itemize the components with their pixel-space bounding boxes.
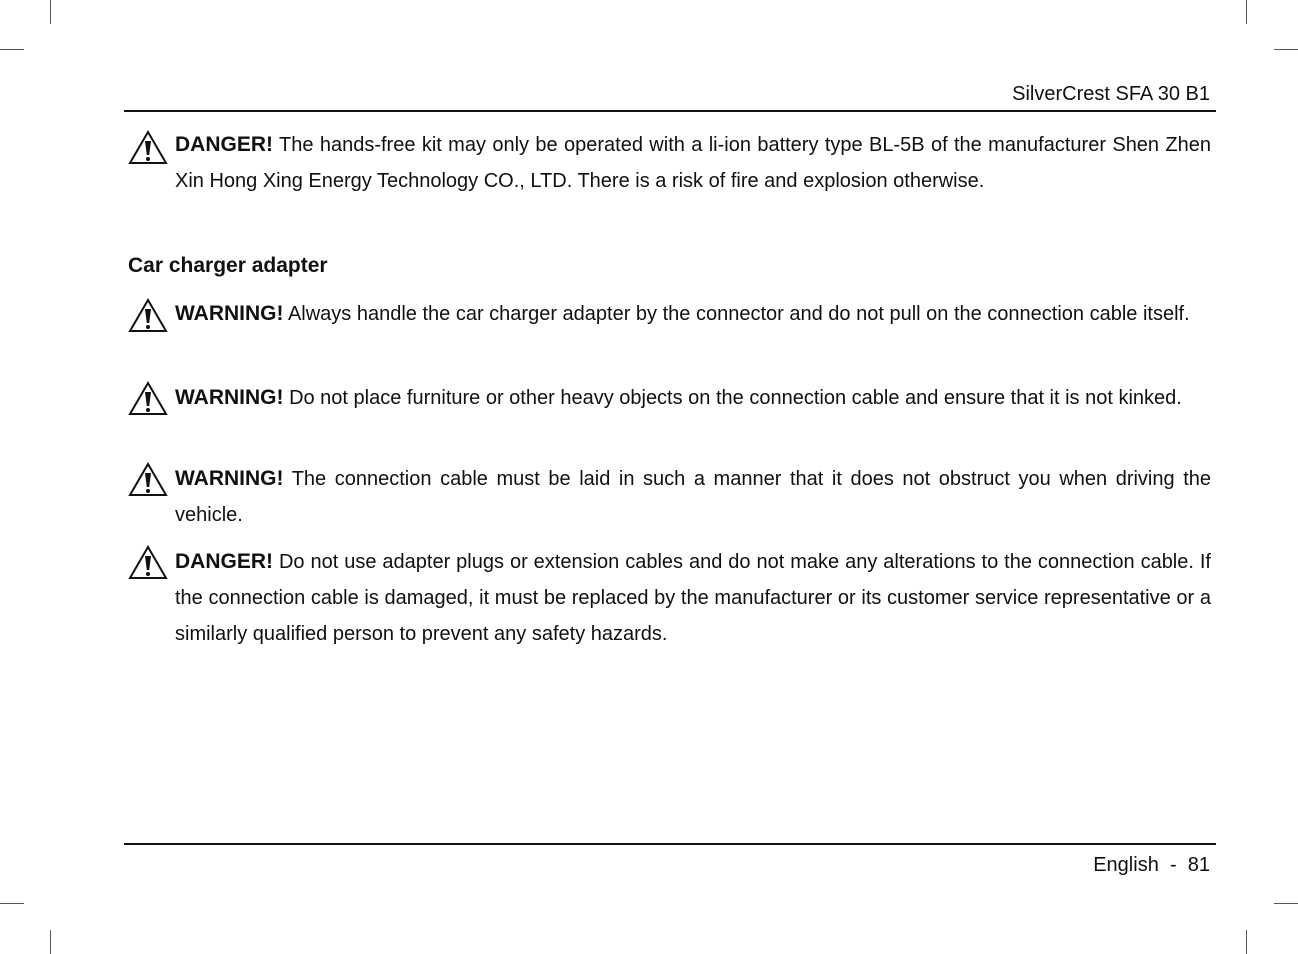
crop-mark bbox=[1274, 903, 1298, 904]
page-number: 81 bbox=[1187, 854, 1210, 876]
footer-language: English bbox=[1093, 854, 1159, 876]
warning-notice bbox=[175, 380, 1211, 416]
warning-triangle-icon bbox=[128, 381, 168, 416]
crop-mark bbox=[0, 49, 24, 50]
notice-keyword: WARNING! bbox=[175, 302, 284, 325]
danger-notice bbox=[175, 544, 1211, 652]
notice-text: Always handle the car charger adapter by the connector and do not pull on the connection cable itself. bbox=[287, 303, 1190, 325]
section-heading: Car charger adapter bbox=[128, 254, 328, 277]
crop-mark bbox=[50, 930, 51, 954]
crop-mark bbox=[50, 0, 51, 24]
notice-text: The hands-free kit may only be operated with a li-ion battery type BL-5B of the manufacturer Shen Zhen Xin Hong Xing Energy Technology CO., LTD. There is a risk of fire and explosion otherwise. bbox=[175, 134, 1212, 192]
warning-triangle-icon bbox=[128, 130, 168, 165]
header-rule bbox=[124, 110, 1216, 112]
notice-keyword: WARNING! bbox=[175, 386, 284, 409]
crop-mark bbox=[0, 903, 24, 904]
notice-keyword: WARNING! bbox=[175, 467, 284, 490]
warning-triangle-icon bbox=[128, 462, 168, 497]
footer-separator: - bbox=[1169, 854, 1177, 876]
warning-notice bbox=[175, 296, 1211, 332]
warning-notice bbox=[175, 461, 1211, 533]
danger-notice bbox=[175, 127, 1211, 199]
notice-text: The connection cable must be laid in such a manner that it does not obstruct you when driving the vehicle. bbox=[175, 468, 1211, 526]
footer-rule bbox=[124, 843, 1216, 845]
notice-text: Do not place furniture or other heavy objects on the connection cable and ensure that it is not kinked. bbox=[289, 387, 1182, 409]
crop-mark bbox=[1274, 49, 1298, 50]
notice-text: Do not use adapter plugs or extension cables and do not make any alterations to the connection cable. If the connection cable is damaged, it must be replaced by the manufacturer or its customer service representative or a similarly qualified person to prevent any safety hazards. bbox=[175, 551, 1211, 645]
crop-mark bbox=[1246, 930, 1247, 954]
warning-triangle-icon bbox=[128, 545, 168, 580]
warning-triangle-icon bbox=[128, 298, 168, 333]
notice-keyword: DANGER! bbox=[175, 133, 273, 156]
document-title: SilverCrest SFA 30 B1 bbox=[1012, 83, 1210, 105]
crop-mark bbox=[1246, 0, 1247, 24]
notice-keyword: DANGER! bbox=[175, 550, 273, 573]
page-footer bbox=[1093, 850, 1210, 880]
